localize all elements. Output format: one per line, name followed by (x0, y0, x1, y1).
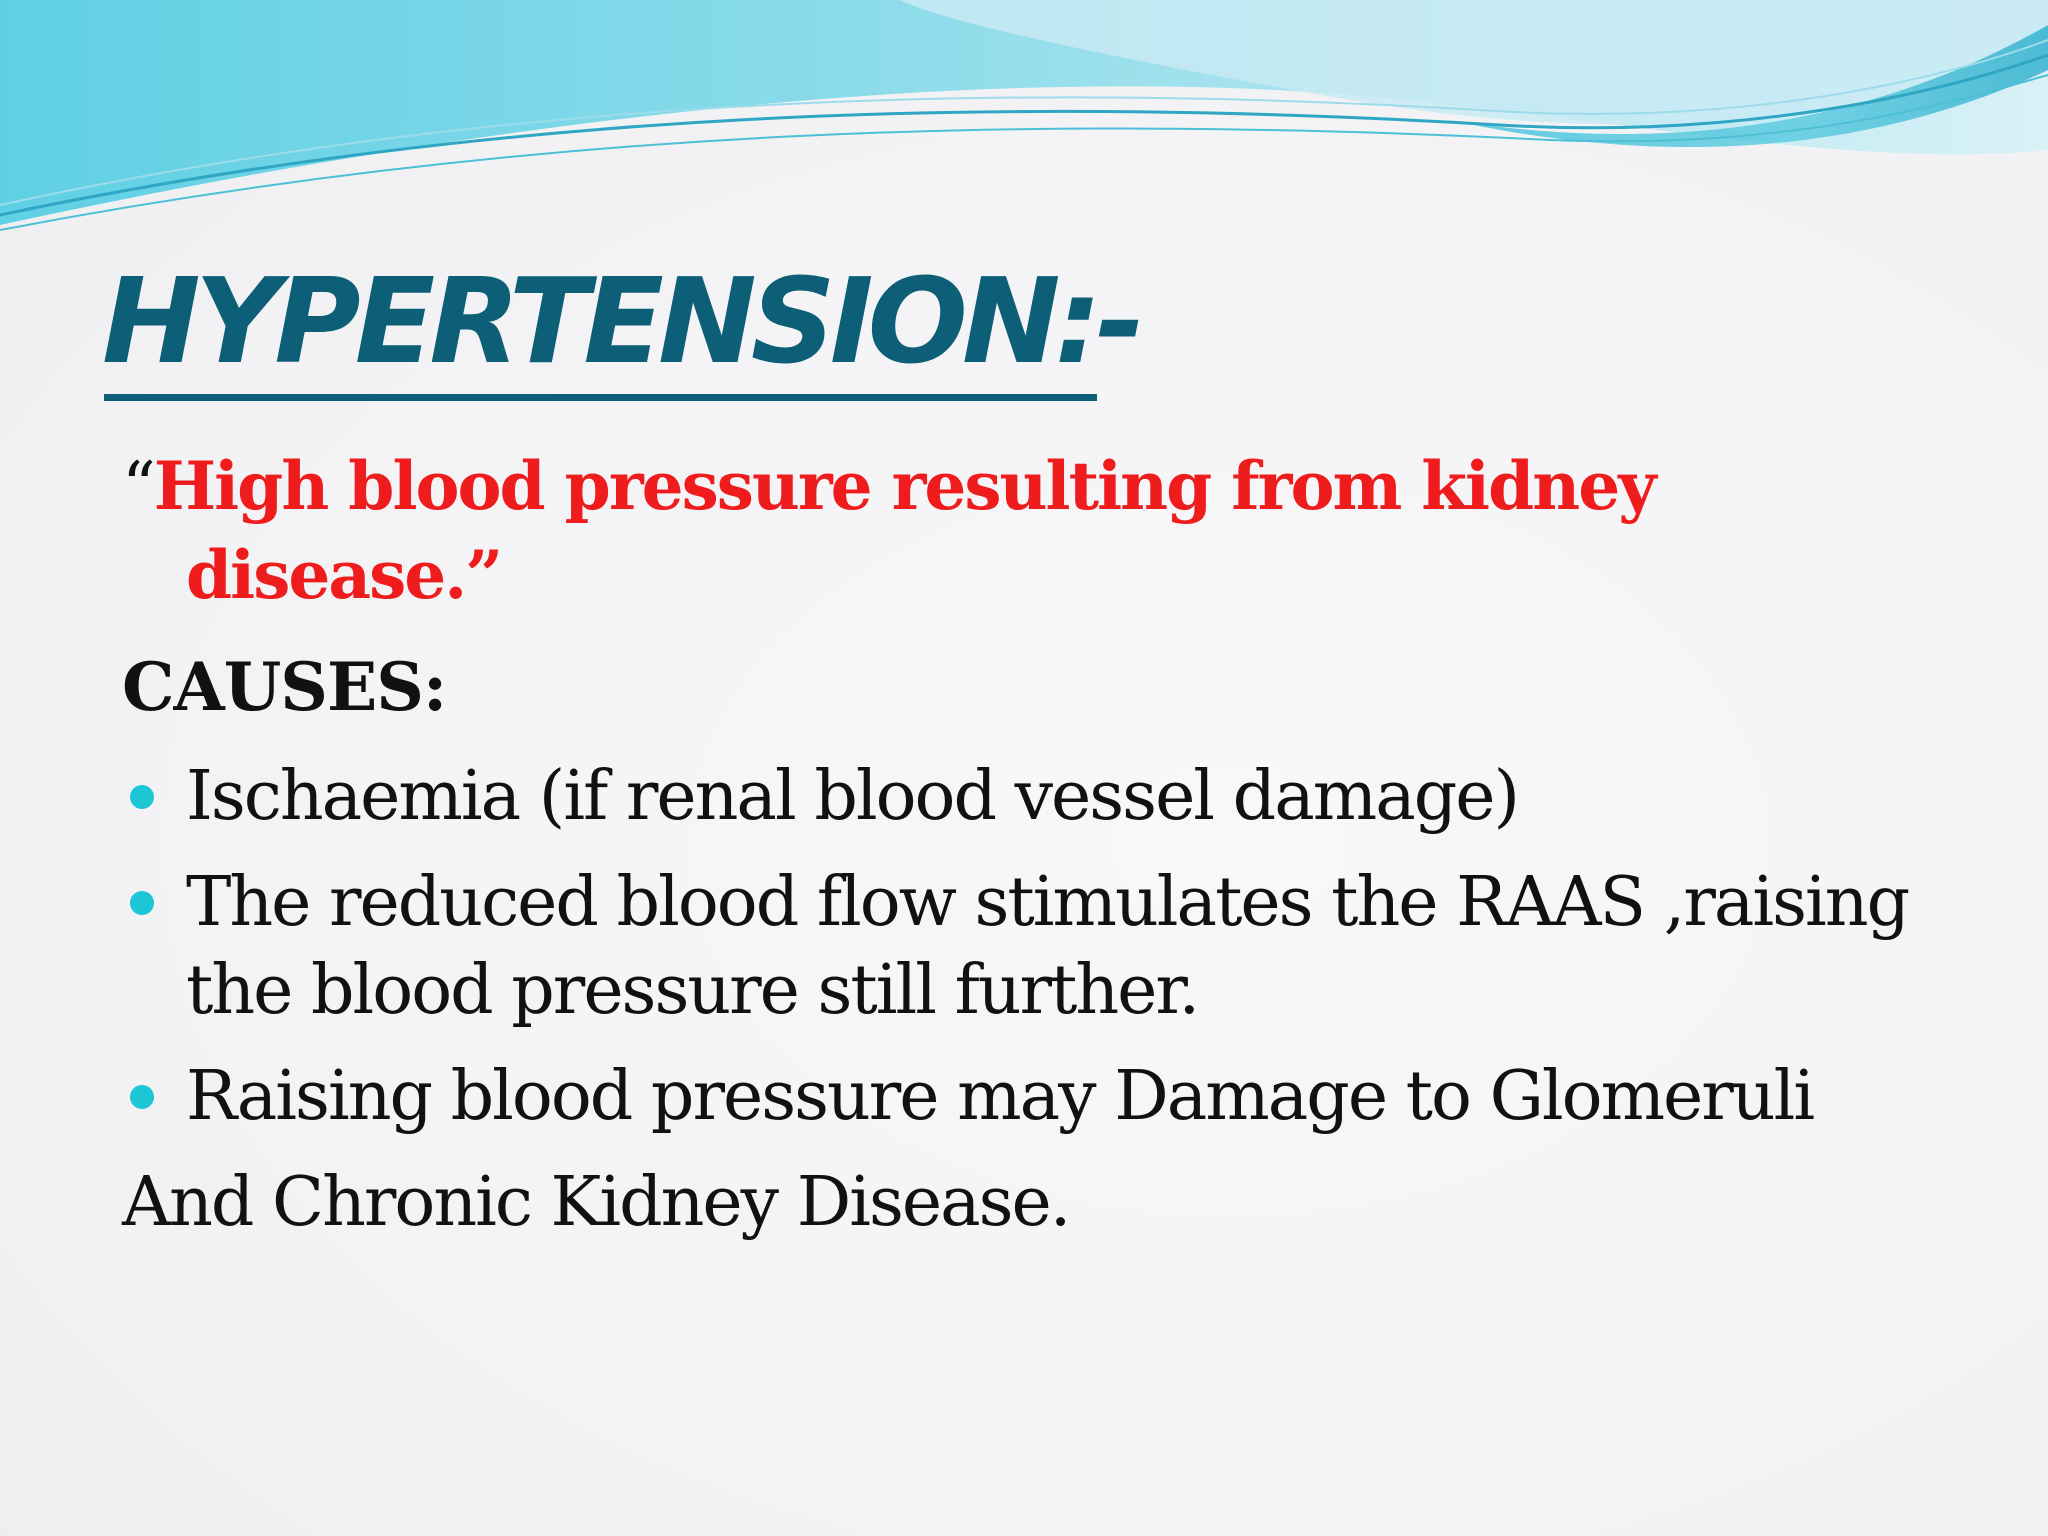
definition-text: High blood pressure resulting from kidney disease. (153, 447, 1655, 614)
bullet-dot-icon (130, 785, 154, 809)
causes-list-item (122, 753, 1982, 841)
causes-list-item (122, 859, 1982, 1035)
decorative-wave-banner (0, 0, 2048, 240)
bullet-text: Ischaemia (if renal blood vessel damage) (186, 757, 1519, 836)
open-quote-mark: “ (122, 448, 154, 525)
close-quote-mark: ” (465, 536, 502, 614)
bullet-text: Raising blood pressure may Damage to Glomeruli (186, 1057, 1814, 1136)
bullet-dot-icon (130, 1085, 154, 1109)
title-underline (104, 394, 1097, 401)
closing-line: And Chronic Kidney Disease. (122, 1163, 1070, 1242)
causes-heading: CAUSES: (122, 648, 447, 726)
causes-list-item (122, 1053, 1982, 1141)
slide-body (122, 442, 1982, 1247)
bullet-dot-icon (130, 891, 154, 915)
slide-title: HYPERTENSION:- (102, 252, 1139, 390)
definition-quote (122, 442, 1982, 619)
causes-list (122, 753, 1982, 1141)
bullet-text: The reduced blood flow stimulates the RAAS ,raising the blood pressure still further. (186, 863, 1909, 1030)
